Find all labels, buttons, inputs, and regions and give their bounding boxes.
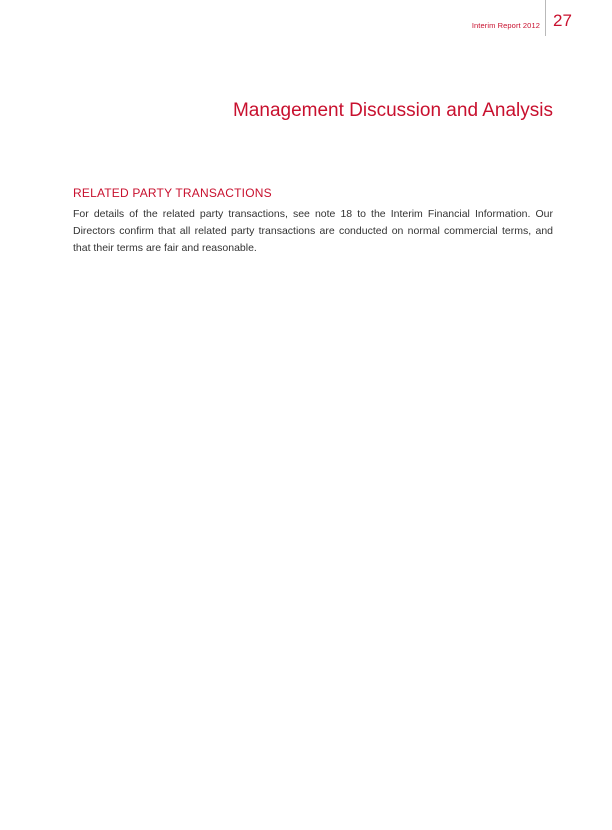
header-divider [545,0,546,36]
report-title: Interim Report 2012 [471,21,540,30]
section-heading: RELATED PARTY TRANSACTIONS [73,186,272,200]
section-body: For details of the related party transactions, see note 18 to the Interim Financial Information. Our Directors confirm that all related party transactions are conducted on normal commercial terms, and that their terms are fair and reasonable. [73,208,553,254]
page-title: Management Discussion and Analysis [232,100,553,121]
page-number: 27 [553,11,572,30]
related-party-section [73,186,553,257]
